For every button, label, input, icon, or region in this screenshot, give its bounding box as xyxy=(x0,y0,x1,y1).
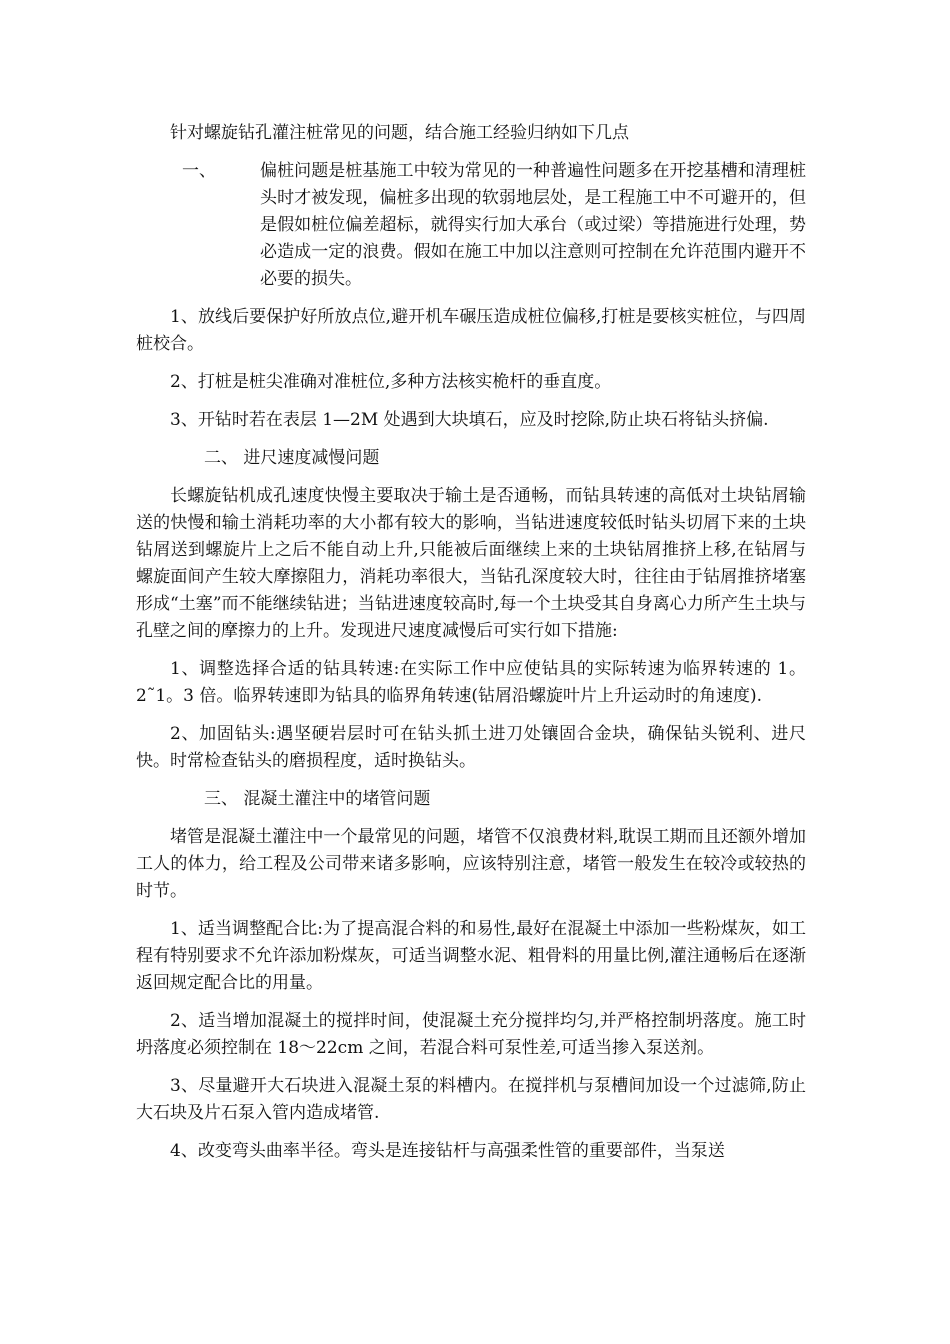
section-3-paragraph: 1、适当调整配合比:为了提高混合料的和易性,最好在混凝土中添加一些粉煤灰，如工程有特别要求不允许添加粉煤灰，可适当调整水泥、粗骨料的用量比例,灌注通畅后在逐渐返回规定配合比的用量。 xyxy=(136,919,806,993)
section-2-paragraph: 1、调整选择合适的钻具转速:在实际工作中应使钻具的实际转速为临界转速的 1。2˜1。3 倍。临界转速即为钻具的临界角转速(钻屑沿螺旋叶片上升运动时的角速度). xyxy=(136,659,806,706)
section-2-heading xyxy=(136,445,806,472)
section-3-number: 三、 xyxy=(204,789,238,809)
section-2-paragraph: 2、加固钻头:遇坚硬岩层时可在钻头抓土进刀处镶固合金块，确保钻头锐利、进尺快。时常检查钻头的磨损程度，适时换钻头。 xyxy=(136,724,806,771)
section-3-heading xyxy=(136,786,806,813)
section-3-paragraph: 3、尽量避开大石块进入混凝土泵的料槽内。在搅拌机与泵槽间加设一个过滤筛,防止大石块及片石泵入管内造成堵管. xyxy=(136,1076,806,1123)
document-title: 针对螺旋钻孔灌注桩常见的问题，结合施工经验归纳如下几点 xyxy=(170,123,629,143)
section-1-paragraph: 2、打桩是桩尖准确对准桩位,多种方法核实桅杆的垂直度。 xyxy=(170,372,612,392)
section-1-paragraph: 3、开钻时若在表层 1—2M 处遇到大块填石，应及时挖除,防止块石将钻头挤偏. xyxy=(170,410,769,430)
section-1-text: 偏桩问题是桩基施工中较为常见的一种普遍性问题多在开挖基槽和清理桩头时才被发现，偏桩多出现的软弱地层处，是工程施工中不可避开的，但是假如桩位偏差超标，就得实行加大承台（或过梁）等措施进行处理，势必造成一定的浪费。假如在施工中加以注意则可控制在允许范围内避开不必要的损失。 xyxy=(260,161,806,289)
section-1-number: 一、 xyxy=(182,161,216,181)
document-body xyxy=(136,120,806,1176)
section-1-heading xyxy=(136,158,806,293)
section-1-paragraph: 1、放线后要保护好所放点位,避开机车碾压造成桩位偏移,打桩是要核实桩位，与四周桩校合。 xyxy=(136,307,806,354)
section-3-paragraph: 堵管是混凝土灌注中一个最常见的问题，堵管不仅浪费材料,耽误工期而且还额外增加工人的体力，给工程及公司带来诸多影响，应该特别注意，堵管一般发生在较冷或较热的时节。 xyxy=(136,827,806,901)
section-2-paragraph: 长螺旋钻机成孔速度快慢主要取决于输土是否通畅，而钻具转速的高低对土块钻屑输送的快慢和输土消耗功率的大小都有较大的影响，当钻进速度较低时钻头切屑下来的土块钻屑送到螺旋片上之后不能自动上升,只能被后面继续上来的土块钻屑推挤上移,在钻屑与螺旋面间产生较大摩擦阻力，消耗功率很大，当钻孔深度较大时，往往由于钻屑推挤堵塞形成“土塞”而不能继续钻进；当钻进速度较高时,每一个土块受其自身离心力所产生土块与孔壁之间的摩擦力的上升。发现进尺速度减慢后可实行如下措施: xyxy=(136,486,806,641)
section-2-number: 二、 xyxy=(204,448,238,468)
section-3-paragraph: 4、改变弯头曲率半径。弯头是连接钻杆与高强柔性管的重要部件，当泵送 xyxy=(170,1141,725,1161)
section-3-title: 混凝土灌注中的堵管问题 xyxy=(243,789,431,809)
section-2-title: 进尺速度减慢问题 xyxy=(243,448,380,468)
section-3-paragraph: 2、适当增加混凝土的搅拌时间，使混凝土充分搅拌均匀,并严格控制坍落度。施工时坍落度必须控制在 18～22cm 之间，若混合料可泵性差,可适当掺入泵送剂。 xyxy=(136,1011,806,1058)
